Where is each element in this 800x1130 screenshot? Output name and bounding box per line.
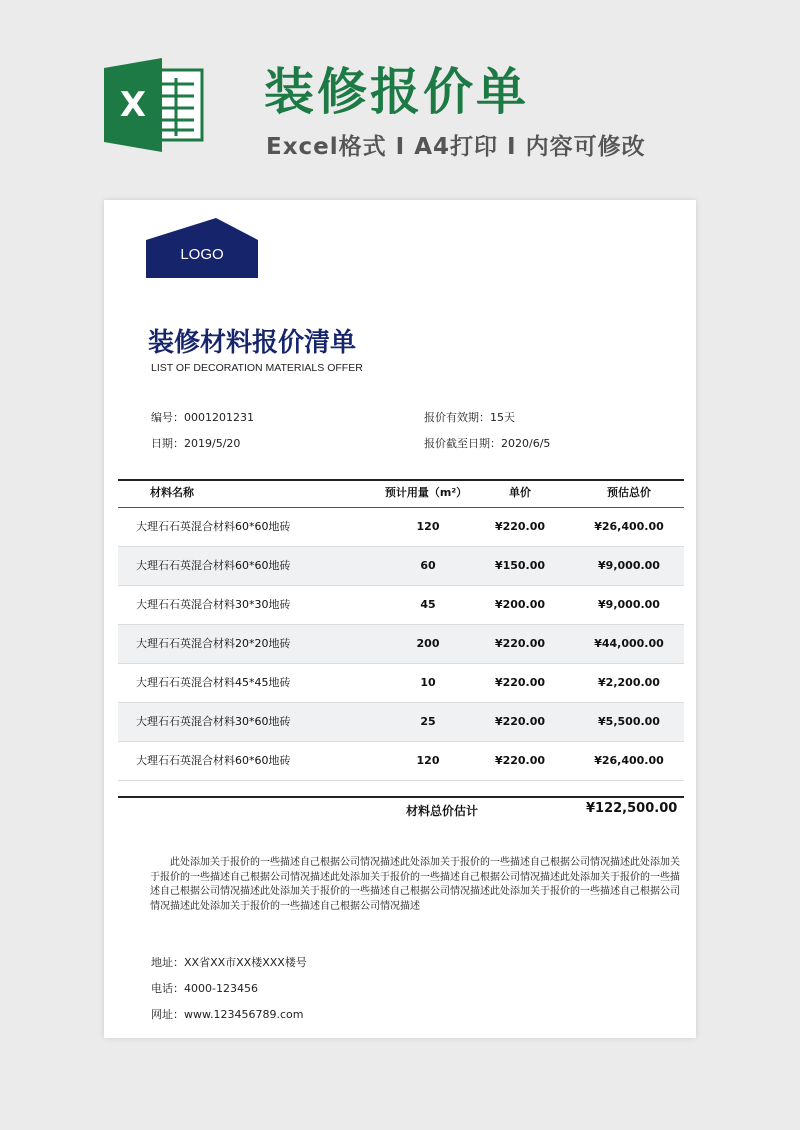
table-row	[118, 703, 684, 742]
header-unit-price: 单价	[509, 486, 531, 499]
row-unit-price: ¥200.00	[494, 598, 546, 611]
header-estimated-total: 预估总价	[607, 486, 651, 499]
table-row	[118, 586, 684, 625]
logo-text: LOGO	[180, 246, 224, 263]
quote-date: 日期：2019/5/20	[151, 437, 241, 450]
header-quantity: 预计用量（m²）	[384, 486, 468, 499]
row-material-name: 大理石石英混合材料60*60地砖	[136, 754, 291, 767]
table-row	[118, 625, 684, 664]
quote-validity: 报价有效期：15天	[424, 411, 515, 424]
row-unit-price: ¥150.00	[494, 559, 546, 572]
contact-website: 网址：www.123456789.com	[151, 1008, 304, 1021]
row-material-name: 大理石石英混合材料45*45地砖	[136, 676, 291, 689]
grand-total-label: 材料总价估计	[406, 804, 479, 818]
row-total: ¥26,400.00	[594, 754, 664, 767]
row-unit-price: ¥220.00	[494, 754, 546, 767]
row-quantity: 120	[416, 754, 440, 767]
row-quantity: 10	[420, 676, 436, 689]
row-material-name: 大理石石英混合材料20*20地砖	[136, 637, 291, 650]
contact-phone: 电话：4000-123456	[151, 982, 258, 995]
grand-total-value: ¥122,500.00	[586, 801, 678, 816]
row-material-name: 大理石石英混合材料60*60地砖	[136, 559, 291, 572]
row-total: ¥26,400.00	[594, 520, 664, 533]
quote-deadline: 报价截至日期：2020/6/5	[424, 437, 551, 450]
header-material-name: 材料名称	[150, 486, 194, 499]
row-material-name: 大理石石英混合材料30*60地砖	[136, 715, 291, 728]
quote-sheet	[104, 200, 696, 1038]
row-quantity: 45	[420, 598, 436, 611]
grand-total-bar	[118, 796, 684, 824]
contact-address: 地址：XX省XX市XX楼XXX楼号	[151, 956, 307, 969]
row-total: ¥9,000.00	[598, 598, 660, 611]
row-total: ¥2,200.00	[598, 676, 660, 689]
document-subtitle: LIST OF DECORATION MATERIALS OFFER	[151, 362, 363, 374]
banner-subtitle: Excel格式 I A4打印 I 内容可修改	[266, 134, 646, 160]
row-material-name: 大理石石英混合材料30*30地砖	[136, 598, 291, 611]
table-row	[118, 547, 684, 586]
row-unit-price: ¥220.00	[494, 637, 546, 650]
document-title: 装修材料报价清单	[148, 328, 357, 358]
row-quantity: 60	[420, 559, 436, 572]
excel-icon	[104, 58, 204, 152]
quote-number: 编号：0001201231	[151, 411, 254, 424]
quote-description: 此处添加关于报价的一些描述自己根据公司情况描述此处添加关于报价的一些描述自己根据公司情况描述此处添加关于报价的一些描述自己根据公司情况描述此处添加关于报价的一些描述自己根据公司情况描述此处添加关于报价的一些描述自己根据公司情况描述此处添加关于报价的一些描述自己根据公司情况描述此处添加关于报价的一些描述自己根据公司情况描述此处添加关于报价的一些描述自己根据公司情况描述	[150, 857, 680, 912]
materials-table	[118, 479, 684, 781]
row-total: ¥9,000.00	[598, 559, 660, 572]
row-total: ¥5,500.00	[598, 715, 660, 728]
row-unit-price: ¥220.00	[494, 715, 546, 728]
row-unit-price: ¥220.00	[494, 676, 546, 689]
table-row	[118, 742, 684, 781]
table-row	[118, 508, 684, 547]
excel-icon-letter: X	[119, 85, 147, 125]
banner-title: 装修报价单	[264, 63, 529, 121]
row-unit-price: ¥220.00	[494, 520, 546, 533]
row-total: ¥44,000.00	[594, 637, 664, 650]
row-quantity: 120	[416, 520, 440, 533]
row-quantity: 25	[420, 715, 436, 728]
table-row	[118, 664, 684, 703]
table-header	[118, 479, 684, 508]
row-material-name: 大理石石英混合材料60*60地砖	[136, 520, 291, 533]
row-quantity: 200	[416, 637, 440, 650]
